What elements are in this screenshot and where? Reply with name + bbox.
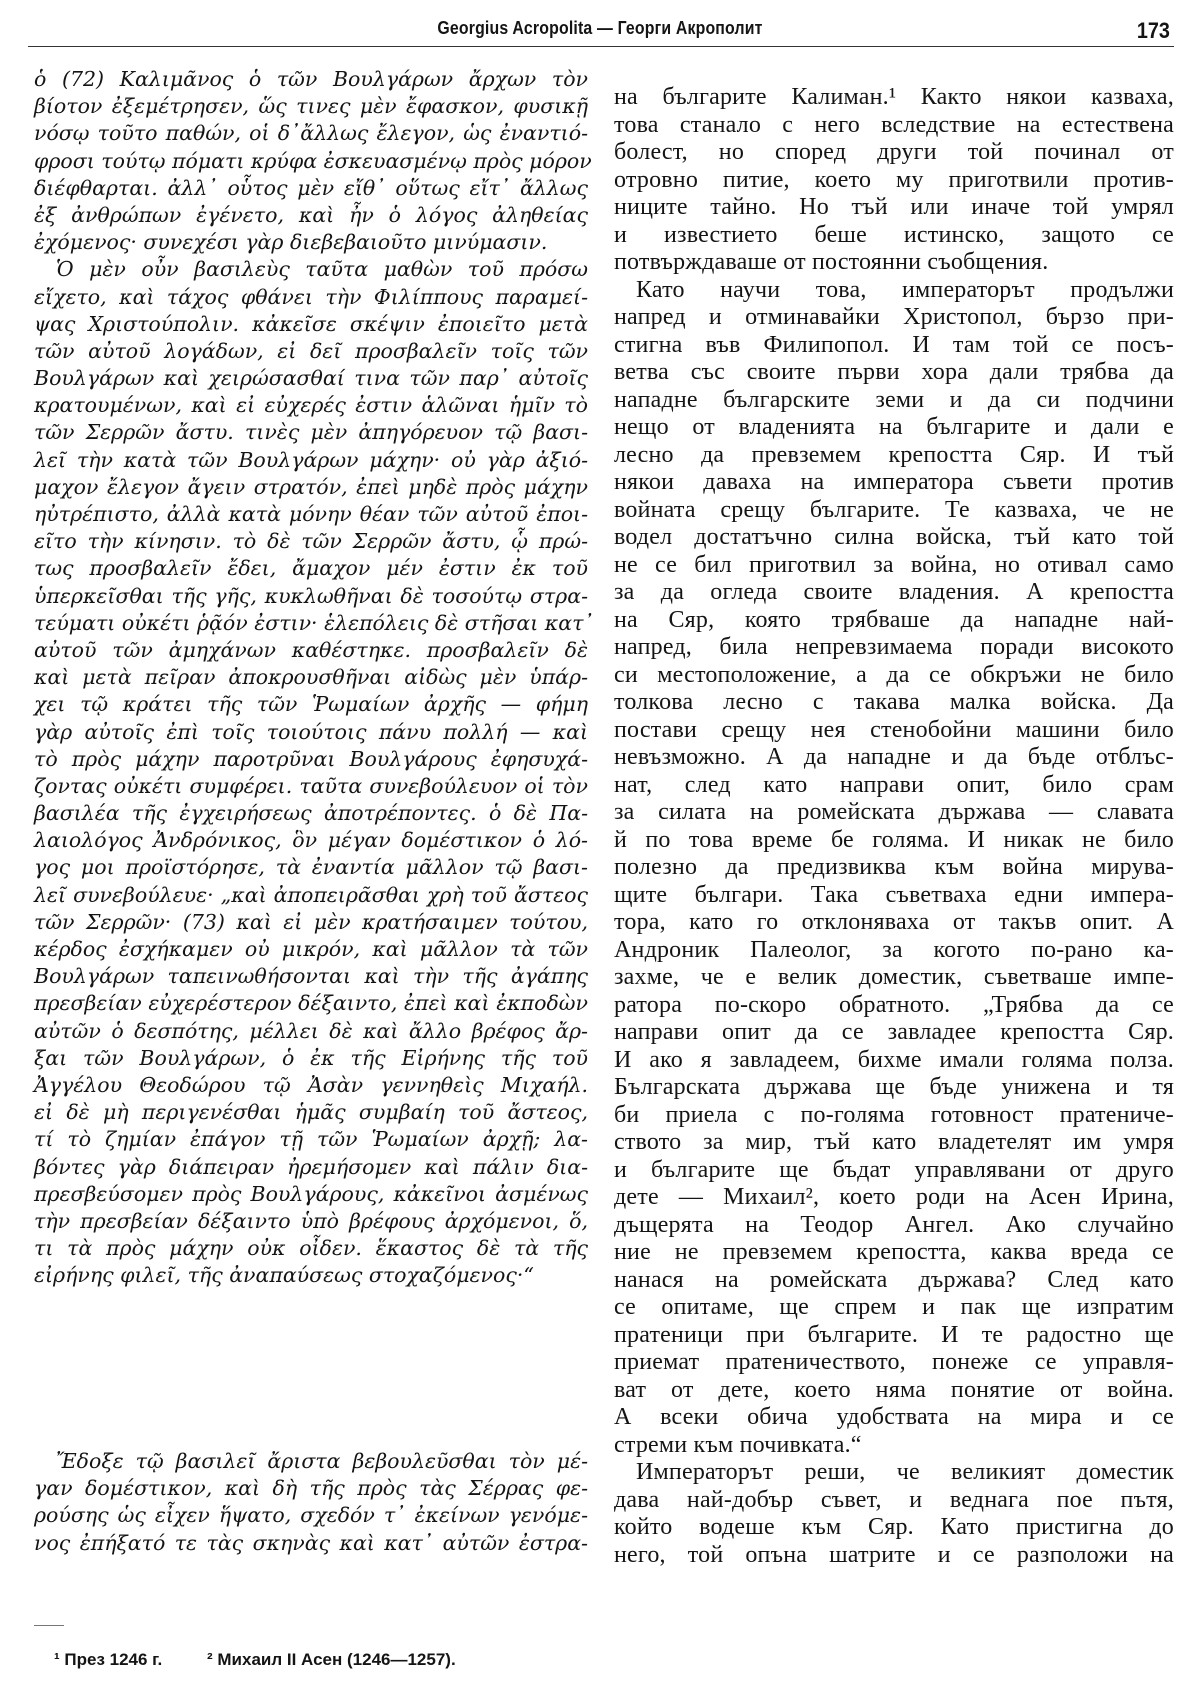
- text-line: νόσῳ τοῦτο παθών, οἱ δ᾽ἄλλως ἔλεγον, ὡς ἐναντιό-: [34, 121, 588, 146]
- text-line: постави срещу нея стенобойни машини било: [614, 716, 1174, 743]
- text-line: ξαι τῶν Βουλγάρων, ὁ ἐκ τῆς Εἰρήνης τῆς τοῦ: [34, 1045, 588, 1070]
- text-line: стигна във Филипопол. И там той се посъ-: [614, 331, 1174, 358]
- text-line: някои даваха на императора съвети против: [614, 469, 1174, 495]
- text-line: κρατουμένων, καὶ εἰ εὐχερές ἐστιν ἁλῶναι ἡμῖν τὸ: [34, 393, 588, 418]
- text-line: τῶν αὐτοῦ λογάδων, εἰ δεῖ προσβαλεῖν τοῖς τῶν: [34, 338, 588, 363]
- text-line: нанася на ромейската държава? След като: [614, 1266, 1174, 1293]
- text-line: Ἔδοξε τῷ βασιλεῖ ἄριστα βεβουλεῦσθαι τὸν μέ-: [56, 1449, 588, 1473]
- text-line: щите българи. Така съветваха едни импера-: [614, 881, 1174, 908]
- footnote-2: ² Михаил II Асен (1246—1257).: [207, 1650, 456, 1669]
- footnotes: [54, 1650, 496, 1670]
- text-line: потвърждаваше от постоянни съобщения.: [614, 249, 1049, 275]
- text-line: Като научи това, императорът продължи: [636, 276, 1174, 303]
- text-line: отровно питие, което му приготвили против-: [614, 166, 1174, 193]
- text-line: εἴχετο, καὶ τάχος φθάνει τὴν Φιλίππους παραμεί-: [34, 284, 588, 309]
- header-title: Georgius Acropolita — Георги Акрополит: [437, 18, 763, 38]
- text-line: ζοντας οὐκέτι συμφέρει. ταῦτα συνεβούλευον οἱ τὸν: [34, 773, 588, 798]
- footnote-rule: [34, 1625, 64, 1626]
- text-line: λεῖ συνεβούλευε· „καὶ ἀποπειρᾶσθαι χρὴ τοῦ ἄστεος: [34, 882, 588, 907]
- text-line: Императорът реши, че великият доместик: [636, 1459, 1174, 1485]
- text-line: на Сяр, която трябваше да нападне най-: [614, 606, 1174, 633]
- text-line: дете — Михаил², което роди на Асен Ирина,: [614, 1184, 1174, 1210]
- text-line: ниците тайно. Но тъй или иначе той умрял: [614, 194, 1174, 220]
- text-line: Андроник Палеолог, за когото по-рано ка-: [614, 936, 1174, 963]
- text-line: εἰρήνης φιλεῖ, τῆς ἀναπαύσεως στοχαζόμενος·“: [34, 1263, 534, 1288]
- text-line: напред, била непревзимаема поради високото: [614, 634, 1174, 660]
- text-line: ὁ (72) Καλιμᾶνος ὁ τῶν Βουλγάρων ἄρχων τὸν: [34, 67, 588, 91]
- text-line: който водеше към Сяр. Като пристигна до: [614, 1514, 1174, 1540]
- header-rule: [28, 46, 1174, 47]
- text-line: ват от дете, което няма понятие от война.: [614, 1376, 1174, 1403]
- text-line: и известието беше истинско, защото се: [614, 221, 1174, 248]
- text-line: ἐχόμενος· συνεχέσι γὰρ διεβεβαιοῦτο μινύμασιν.: [34, 230, 548, 255]
- text-line: τὴν πρεσβείαν δέξαιντο ὑπὸ βρέφους ἀρχόμενοι, ὅ,: [34, 1208, 588, 1233]
- text-line: него, той опъна шатрите и се разположи на: [614, 1541, 1174, 1568]
- text-line: αὐτοῦ τῶν ἀμηχάνων καθέστηκε. προσβαλεῖν δὲ: [34, 637, 588, 662]
- text-line: διέφθαρται. ἀλλ᾽ οὗτος μὲν εἴθ᾽ οὕτως εἴτ᾽ ἄλλως: [34, 175, 588, 200]
- text-line: не се бил приготвил за война, но отивал само: [614, 551, 1174, 578]
- text-line: нат, след като направи опит, било срам: [614, 771, 1174, 798]
- text-line: на българите Калиман.¹ Както някои казваха,: [614, 84, 1174, 110]
- page-number: 173: [1137, 18, 1171, 43]
- text-line: ὑπερκεῖσθαι τῆς γῆς, κυκλωθῆναι δὲ τοσούτῳ στρα-: [34, 583, 588, 608]
- text-line: μαχον ἔλεγον ἄγειν στρατόν, ἐπεὶ μηδὲ πρὸς μάχην: [34, 474, 588, 499]
- text-line: дава най-добър съвет, и веднага пое пътя,: [614, 1486, 1174, 1513]
- text-line: ветва със своите първи хора дали трябва да: [614, 359, 1174, 385]
- text-line: τί τὸ ζημίαν ἐπάγον τῇ τῶν Ῥωμαίων ἀρχῇ; λα-: [34, 1127, 588, 1152]
- text-line: си местоположение, а да се обкръжи не било: [614, 661, 1174, 688]
- text-line: Ἀγγέλου Θεοδώρου τῷ Ἀσὰν γεννηθεὶς Μιχαήλ.: [34, 1072, 588, 1097]
- text-line: захме, че е велик доместик, съветваше импе-: [614, 964, 1174, 990]
- text-line: αὐτῶν ὁ δεσπότης, μέλλει δὲ καὶ ἄλλο βρέφος ἄρ-: [34, 1018, 588, 1043]
- text-line: γος μοι προϊστόρησε, τὰ ἐναντία μᾶλλον τῷ βασι-: [34, 855, 588, 880]
- text-line: пратеници при българите. И те радостно ще: [614, 1321, 1174, 1348]
- text-line: τεύματι οὐκέτι ῥᾷόν ἐστιν· ἑλεπόλεις δὲ στῆσαι κατ᾽: [34, 610, 594, 635]
- text-line: πρεσβεύσομεν πρὸς Βουλγάρους, κἀκεῖνοι ἀσμένως: [34, 1181, 588, 1206]
- text-line: ψας Χριστούπολιν. κἀκεῖσε σκέψιν ἐποιεῖτο μετὰ: [34, 311, 588, 336]
- text-line: направи опит да се завладее крепостта Сяр.: [614, 1019, 1174, 1045]
- text-line: Βουλγάρων ταπεινωθήσονται καὶ τὴν τῆς ἀγάπης: [34, 964, 588, 989]
- text-line: болест, но според други той починал от: [614, 139, 1174, 165]
- text-line: тора, като го отклоняваха от такъв опит. А: [614, 909, 1174, 935]
- text-line: λεῖ τὴν κατὰ τῶν Βουλγάρων μάχην· οὐ γὰρ ἀξιό-: [34, 447, 588, 472]
- greek-text-block-1: [34, 66, 594, 1289]
- text-line: ηὐτρέπιστο, ἀλλὰ κατὰ μόνην θέαν τῶν αὐτοῦ ἐποι-: [34, 502, 588, 526]
- text-line: ρούσης ὡς εἶχεν ἥψατο, σχεδόν τ᾽ ἐκείνων γενόμε-: [34, 1503, 588, 1528]
- text-line: τι τὰ πρὸς μάχην οὐκ οἶδεν. ἕκαστος δὲ τὰ τῆς: [34, 1236, 588, 1261]
- text-line: дъщерята на Теодор Ангел. Ако случайно: [614, 1211, 1174, 1238]
- text-line: А всеки обича удобствата на мира и се: [614, 1404, 1174, 1430]
- text-line: κέρδος ἐσχήκαμεν οὐ μικρόν, καὶ μᾶλλον τὰ τῶν: [34, 937, 588, 961]
- bulgarian-translation-column: [614, 84, 1174, 1569]
- text-line: нещо от владенията на българите и дали е: [614, 414, 1174, 440]
- text-line: βασιλέα τῆς ἐγχειρήσεως ἀποτρέποντες. ὁ δὲ Πα-: [34, 801, 588, 826]
- text-line: γὰρ αὐτοῖς ἐπὶ τοῖς τοιούτοις πάνυ πολλή — καὶ: [34, 719, 588, 744]
- text-line: се опитаме, ще спрем и пак ще изпратим: [614, 1294, 1174, 1320]
- text-line: това станало с него вследствие на естествена: [614, 111, 1174, 138]
- text-line: за да огледа своите владения. А крепостта: [614, 579, 1174, 605]
- text-line: φροσι τούτῳ πόματι κρύφα ἐσκευασμένῳ πρὸς μόρον: [34, 148, 592, 173]
- text-line: βόντες γὰρ διάπειραν ἠρεμήσομεν καὶ πάλιν δια-: [34, 1154, 588, 1179]
- text-line: καὶ μετὰ πεῖραν ἀποκρουσθῆναι αἰδὼς μὲν ὑπάρ-: [34, 665, 588, 690]
- text-line: νος ἐπήξατό τε τὰς σκηνὰς καὶ κατ᾽ αὐτῶν ἐστρα-: [34, 1530, 588, 1555]
- text-line: стреми към почивката.“: [614, 1431, 862, 1458]
- text-line: приемат пратеничеството, понеже се управля-: [614, 1349, 1174, 1375]
- text-line: невъзможно. А да нападне и да бъде отблъс-: [614, 744, 1174, 770]
- text-line: γαν δομέστικον, καὶ δὴ τῆς πρὸς τὰς Σέρρας φε-: [34, 1476, 588, 1501]
- text-line: И ако я завладеем, бихме имали голяма полза.: [614, 1046, 1174, 1073]
- text-line: й по това време бе голяма. И никак не било: [614, 826, 1174, 853]
- text-line: за силата на ромейската държава — славата: [614, 799, 1174, 825]
- text-line: полезно да предизвиква към война мирува-: [614, 854, 1174, 880]
- text-line: τως προσβαλεῖν ἔδει, ἄμαχον μέν ἐστιν ἐκ τοῦ: [34, 556, 588, 581]
- text-line: ние не превземем крепостта, каква вреда се: [614, 1239, 1174, 1265]
- text-line: и българите ще бъдат управлявани от друго: [614, 1156, 1174, 1183]
- text-line: ратора по-скоро обратното. „Трябва да се: [614, 991, 1174, 1018]
- text-line: λαιολόγος Ἀνδρόνικος, ὃν μέγαν δομέστικον ὁ λό-: [34, 828, 588, 853]
- text-line: χει τῷ κράτει τῆς τῶν Ῥωμαίων ἀρχῆς — φήμη: [34, 692, 588, 717]
- text-line: ството за мир, тъй като владетелят им умря: [614, 1129, 1174, 1155]
- text-line: τῶν Σερρῶν· (73) καὶ εἰ μὲν κρατήσαιμεν τούτου,: [34, 909, 588, 934]
- text-line: ἐξ ἀνθρώπων ἐγένετο, καὶ ἦν ὁ λόγος ἀληθείας: [34, 202, 588, 227]
- footnote-1: ¹ През 1246 г.: [54, 1650, 163, 1669]
- text-line: Ὁ μὲν οὖν βασιλεὺς ταῦτα μαθὼν τοῦ πρόσω: [56, 257, 588, 282]
- greek-text-block-2: [34, 1448, 588, 1557]
- text-line: толкова лесно с такава малка войска. Да: [614, 689, 1174, 715]
- text-line: τῶν Σερρῶν ἄστυ. τινὲς μὲν ἀπηγόρευον τῷ βασι-: [34, 420, 588, 445]
- text-line: τὸ πρὸς μάχην παροτρῦναι Βουλγάρους ἐφησυχά-: [34, 746, 588, 771]
- text-line: Българската държава ще бъде унижена и тя: [614, 1074, 1174, 1100]
- text-line: εἰ δὲ μὴ περιγενέσθαι ἡμᾶς συμβαίη τοῦ ἄστεος,: [34, 1100, 588, 1125]
- text-line: би приела с по-голяма готовност пратениче-: [614, 1101, 1174, 1128]
- text-line: войната срещу българите. Те казваха, че не: [614, 496, 1174, 523]
- text-line: нападне българските земи и да си подчини: [614, 386, 1174, 413]
- text-line: водел достатъчно силна войска, тъй като той: [614, 524, 1174, 550]
- text-line: лесно да превземем крепостта Сяр. И тъй: [614, 441, 1174, 468]
- text-line: πρεσβείαν εὐχερέστερον δέξαιντο, ἐπεὶ καὶ ἐκποδὼν: [34, 991, 588, 1016]
- text-line: напред и отминавайки Христопол, бързо при-: [614, 304, 1174, 330]
- text-line: εῖτο τὴν κίνησιν. τὸ δὲ τῶν Σερρῶν ἄστυ, ᾧ πρώ-: [34, 529, 588, 554]
- text-line: βίοτον ἐξεμέτρησεν, ὥς τινες μὲν ἔφασκον, φυσικῇ: [34, 94, 588, 119]
- text-line: Βουλγάρων καὶ χειρώσασθαί τινα τῶν παρ᾽ αὐτοῖς: [34, 366, 588, 391]
